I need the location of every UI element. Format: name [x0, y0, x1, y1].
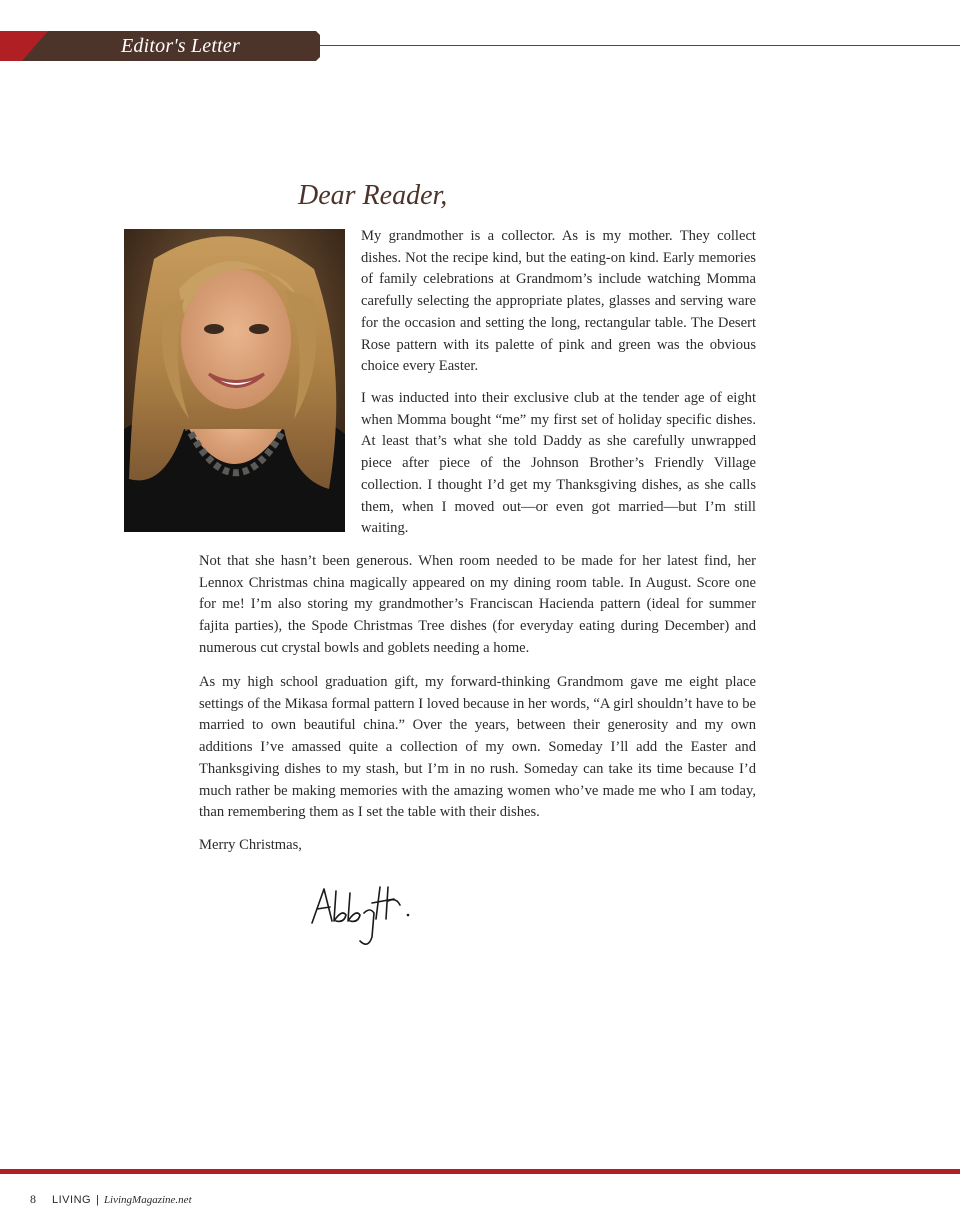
editor-signature: [290, 875, 420, 953]
magazine-name: LIVING: [52, 1194, 92, 1206]
page-footer: [30, 1192, 192, 1207]
editor-portrait: [124, 229, 345, 532]
magazine-website: LivingMagazine.net: [103, 1194, 192, 1206]
footer-separator: |: [96, 1194, 99, 1206]
letter-closing: Merry Christmas,: [199, 837, 302, 853]
section-title: Editor's Letter: [121, 35, 240, 57]
page-number: 8: [30, 1192, 36, 1206]
footer-rule: [0, 1169, 960, 1174]
letter-paragraph: I was inducted into their exclusive club at the tender age of eight when Momma bought “me” my first set of holiday specific dishes. At least that’s what she told Daddy as she carefully unwrapped piece after piece of the Johnson Brother’s Friendly Village collection. I thought I’d get my Thanksgiving dishes, as she calls them, when I moved out—or even got married—but I’m still waiting.: [361, 390, 756, 537]
letter-paragraph: Not that she hasn’t been generous. When room needed to be made for her latest find, her Lennox Christmas china magically appeared on my dining room table. In August. Score one for me! I’m also storing my grandmother’s Franciscan Hacienda pattern (ideal for summer fajita parties), the Spode Christmas Tree dishes (for everyday eating during December) and numerous cut crystal bowls and goblets needing a home.: [199, 553, 756, 656]
letter-greeting: Dear Reader,: [298, 180, 448, 211]
letter-paragraph: As my high school graduation gift, my forward-thinking Grandmom gave me eight place settings of the Mikasa formal pattern I loved because in her words, “A girl shouldn’t have to be married to own beautiful china.” Over the years, between their generosity and my own additions I’ve amassed quite a collection of my own. Someday I’ll add the Easter and Thanksgiving dishes to my stash, but I’m in no rush. Someday can take its time because I’d much rather be making memories with the amazing women who’ve made me who I am today, than remembering them as I set the table with their dishes.: [199, 674, 756, 821]
header-rule: [320, 45, 960, 46]
letter-paragraph: My grandmother is a collector. As is my mother. They collect dishes. Not the recipe kind, but the eating-on kind. Early memories of family celebrations at Grandmom’s include watching Momma carefully selecting the appropriate plates, glasses and serving ware for the occasion and setting the long, rectangular table. The Desert Rose pattern with its palette of pink and green was the obvious choice every Easter.: [361, 228, 756, 375]
